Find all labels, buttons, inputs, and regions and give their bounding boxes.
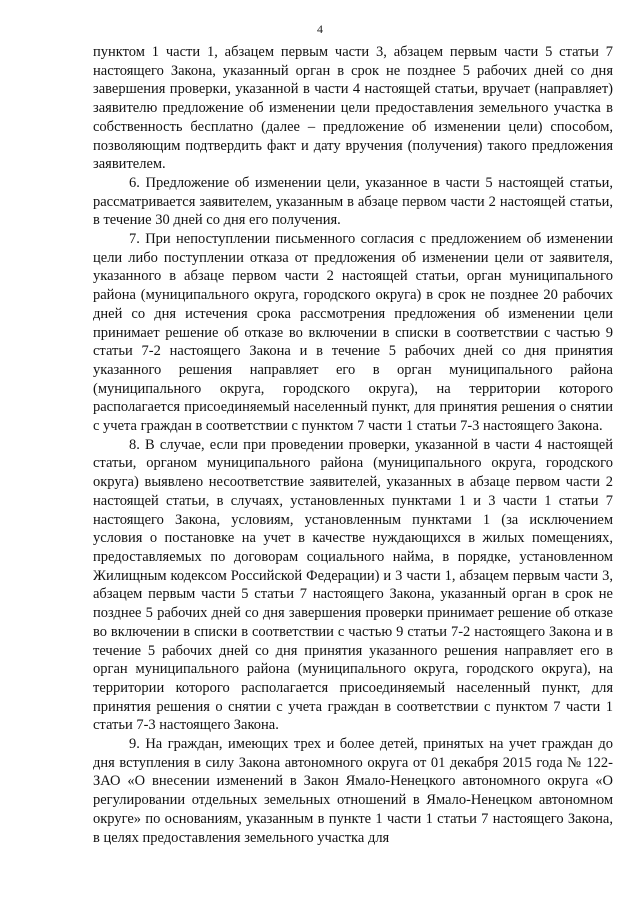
paragraph-9: 9. На граждан, имеющих трех и более детей, принятых на учет граждан до дня вступления в силу Закона автономного округа от 01 декабря 2015 года № 122-ЗАО «О внесении изменений в Закон Ямало-Ненецкого автономного округа «О регулировании отдельных земельных отношений в Ямало-Ненецком автономном округе» по основаниям, указанным в пункте 1 части 1 статьи 7 настоящего Закона, в целях предоставления земельного участка для xyxy=(93,736,613,846)
paragraph-8: 8. В случае, если при проведении проверки, указанной в части 4 настоящей статьи, органом муниципального района (муниципального округа, городского округа) выявлено несоответствие заявителей, указанных в абзаце первом части 2 настоящей статьи, в случаях, установленных пунктами 1 и 3 части 1 статьи 7 настоящего Закона, условиям, установленным пунктами 1 (за исключением условия о постановке на учет в качестве нуждающихся в жилых помещениях, предоставляемых по договорам социального найма, в порядке, установленном Жилищным кодексом Российской Федерации) и 3 части 1, абзацем первым части 3, абзацем первым части 5 статьи 7 настоящего Закона, указанный орган в срок не позднее 5 рабочих дней со дня завершения проверки принимает решение об отказе во включении в списки в соответствии с частью 9 статьи 7-2 настоящего Закона и в течение 5 рабочих дней со дня принятия указанного решения направляет его в орган муниципального района (муниципального округа, городского округа), на территории которого располагается присоединяемый населенный пункт, для принятия решения о снятии с учета граждан в соответствии с пунктом 7 части 1 статьи 7-3 настоящего Закона. xyxy=(93,436,613,734)
page-number: 4 xyxy=(317,22,323,36)
document-body xyxy=(93,43,613,847)
paragraph-continuation: пунктом 1 части 1, абзацем первым части 3, абзацем первым части 5 статьи 7 настоящего Закона, указанный орган в срок не позднее 5 рабочих дней со дня завершения проверки, указанной в части 4 настоящей статьи, вручает (направляет) заявителю предложение об изменении цели предоставления земельного участка в собственность бесплатно (далее – предложение об изменении цели) способом, позволяющим подтвердить факт и дату вручения (получения) такого предложения заявителем. xyxy=(93,44,613,173)
paragraph-6: 6. Предложение об изменении цели, указанное в части 5 настоящей статьи, рассматривается заявителем, указанным в абзаце первом части 2 настоящей статьи, в течение 30 дней со дня его получения. xyxy=(93,174,613,229)
paragraph-7: 7. При непоступлении письменного согласия с предложением об изменении цели либо поступлении отказа от предложения об изменении цели от заявителя, указанного в абзаце первом части 2 настоящей статьи, орган муниципального района (муниципального округа, городского округа) в срок не позднее 20 рабочих дней со дня истечения срока рассмотрения предложения об изменении цели принимает решение об отказе во включении в списки в соответствии с частью 9 статьи 7-2 настоящего Закона и в течение 5 рабочих дней со дня принятия указанного решения направляет его в орган муниципального района (муниципального округа, городского округа), на территории которого располагается присоединяемый населенный пункт, для принятия решения о снятии с учета граждан в соответствии с пунктом 7 части 1 статьи 7-3 настоящего Закона. xyxy=(93,231,613,435)
